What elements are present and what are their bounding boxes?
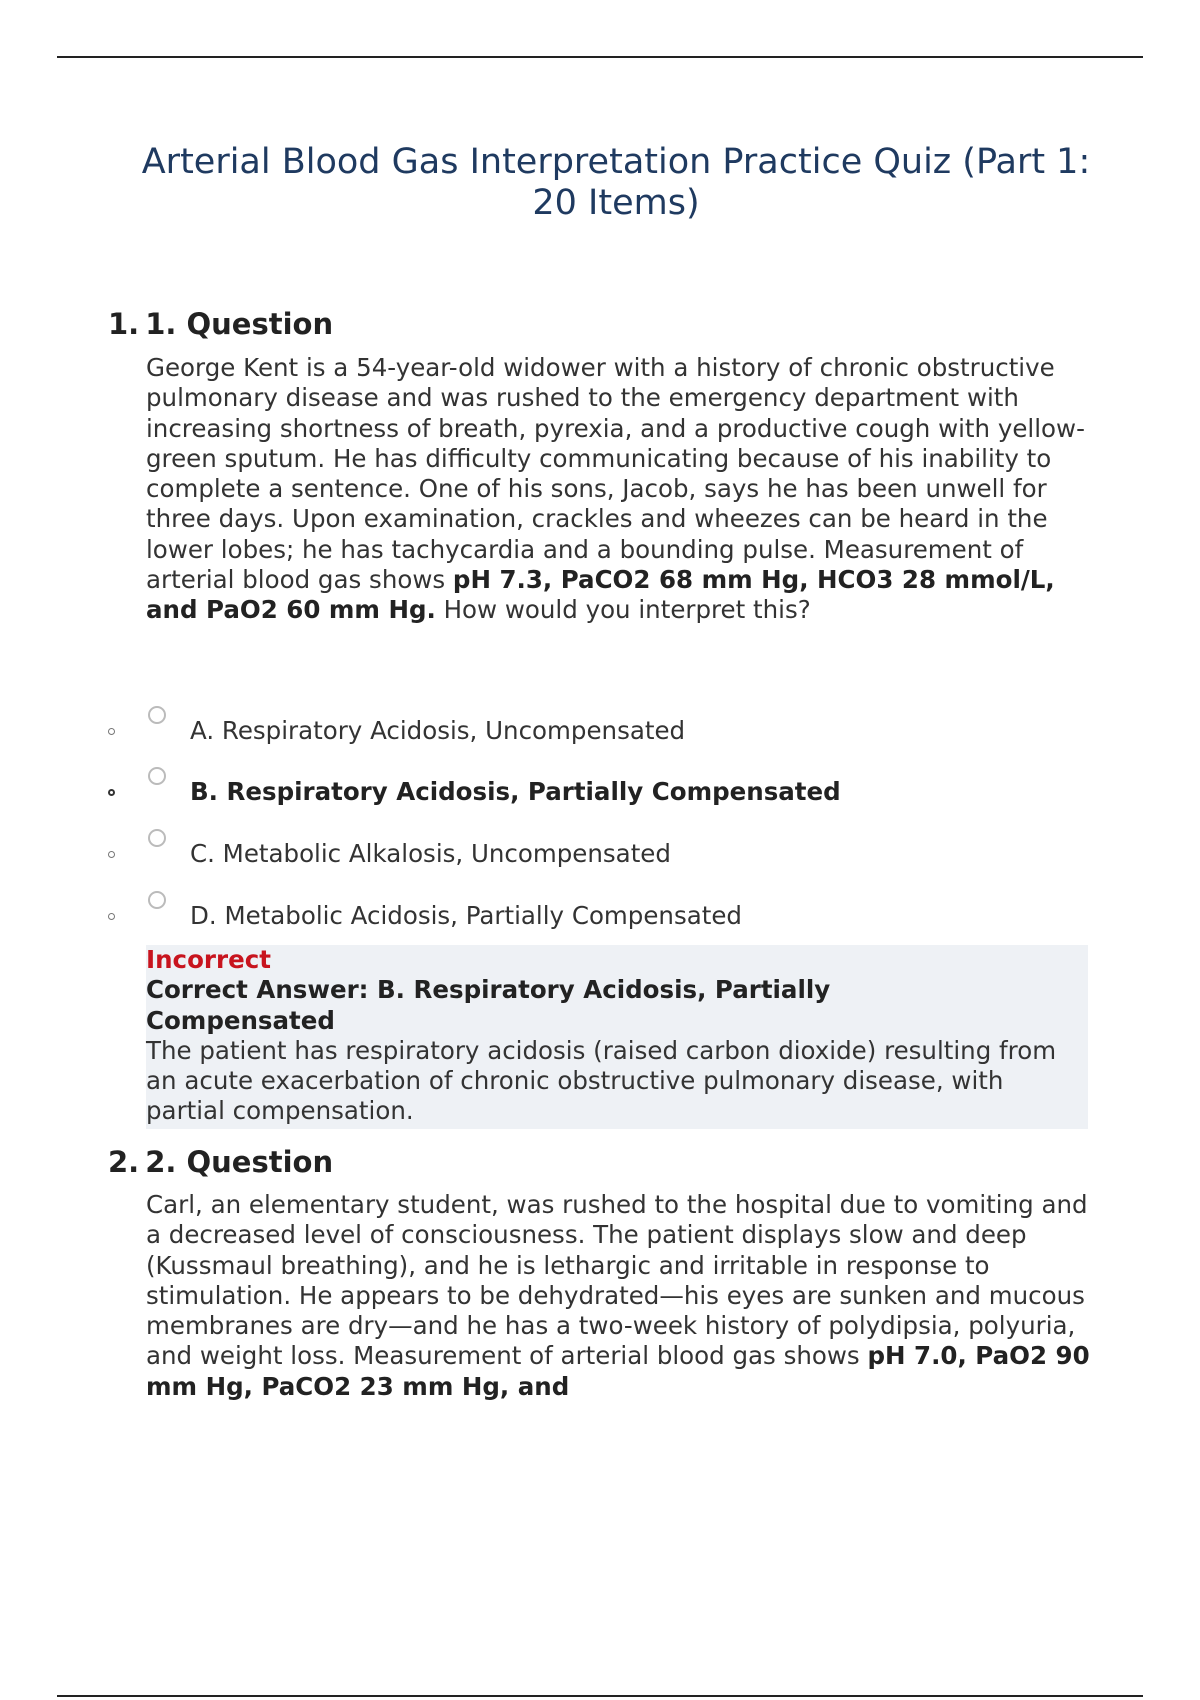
radio-button-icon[interactable] (148, 706, 166, 724)
top-rule (57, 56, 1143, 58)
bottom-rule (57, 1695, 1143, 1697)
question-2-lab-values: pH 7.0, PaO2 90 mm Hg, PaCO2 23 mm Hg, and (146, 1341, 1090, 1401)
question-2-text (146, 1190, 1096, 1402)
question-1-option-d[interactable] (108, 891, 1108, 931)
list-bullet-icon (108, 728, 115, 735)
question-1-text (146, 353, 1096, 626)
question-1-lab-values: pH 7.3, PaCO2 68 mm Hg, HCO3 28 mmol/L, and PaO2 60 mm Hg. (146, 565, 1055, 625)
radio-button-icon[interactable] (148, 891, 166, 909)
feedback-explanation: The patient has respiratory acidosis (raised carbon dioxide) resulting from an acute exacerbation of chronic obstructive pulmonary disease, with partial compensation. (146, 1035, 1057, 1126)
question-2-text-before: Carl, an elementary student, was rushed to the hospital due to vomiting and a decreased level of consciousness. The patient displays slow and deep (Kussmaul breathing), and he is lethargic and irritable in response to stimulation. He appears to be dehydrated—his eyes are sunken and mucous membranes are dry—and he has a two-week history of polydipsia, polyuria, and weight loss. Measurement of arterial blood gas shows (146, 1190, 1088, 1371)
list-bullet-icon (108, 913, 115, 920)
radio-button-icon[interactable] (148, 829, 166, 847)
radio-button-icon[interactable] (148, 767, 166, 785)
feedback-status: Incorrect (146, 945, 271, 974)
question-2-heading (108, 1144, 333, 1180)
question-1-option-a[interactable] (108, 706, 1108, 746)
question-2-title: 2. Question (145, 1145, 334, 1179)
question-1-list-number: 1. (108, 307, 140, 341)
page-title: Arterial Blood Gas Interpretation Practice Quiz (Part 1: 20 Items) (141, 142, 1091, 223)
list-bullet-icon (108, 789, 115, 796)
question-1-option-c[interactable] (108, 829, 1108, 869)
feedback-correct-answer: Correct Answer: B. Respiratory Acidosis, Partially Compensated (146, 975, 831, 1035)
question-1-heading (108, 306, 333, 342)
option-label: A. Respiratory Acidosis, Uncompensated (190, 716, 686, 745)
question-2-list-number: 2. (108, 1145, 140, 1179)
question-1-title: 1. Question (145, 307, 334, 341)
list-bullet-icon (108, 851, 115, 858)
question-1-text-after: How would you interpret this? (435, 595, 811, 625)
option-label: C. Metabolic Alkalosis, Uncompensated (190, 839, 671, 868)
question-1-option-b[interactable] (108, 767, 1108, 807)
option-label: B. Respiratory Acidosis, Partially Compensated (190, 777, 841, 806)
question-1-feedback (146, 945, 1088, 1129)
question-1-text-before: George Kent is a 54-year-old widower with a history of chronic obstructive pulmonary disease and was rushed to the emergency department with increasing shortness of breath, pyrexia, and a productive cough with yellow-green sputum. He has difficulty communicating because of his inability to complete a sentence. One of his sons, Jacob, says he has been unwell for three days. Upon examination, crackles and wheezes can be heard in the lower lobes; he has tachycardia and a bounding pulse. Measurement of arterial blood gas shows (146, 353, 1085, 595)
option-label: D. Metabolic Acidosis, Partially Compensated (190, 901, 742, 930)
